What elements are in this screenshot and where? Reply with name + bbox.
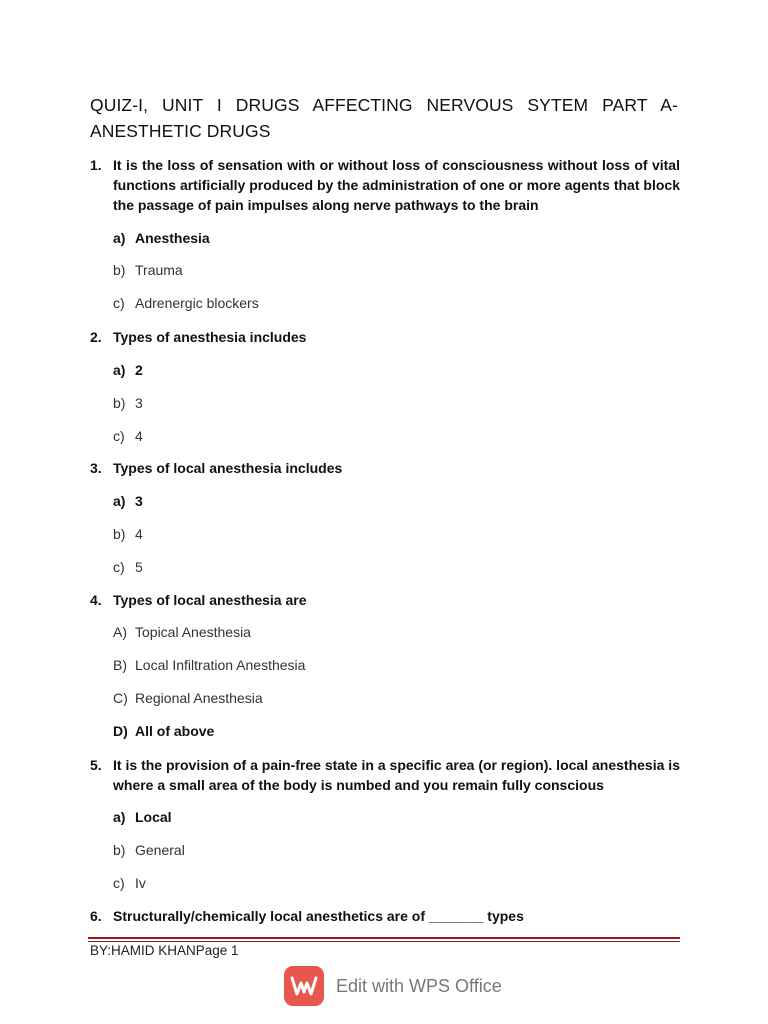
question-number: 4. xyxy=(90,592,102,608)
option-label: c) xyxy=(113,295,125,311)
option-label: C) xyxy=(113,690,128,706)
option-label: a) xyxy=(113,493,126,509)
footer-divider xyxy=(88,937,680,939)
question-text: Structurally/chemically local anesthetics are of _______ types xyxy=(113,908,524,924)
option-text: Regional Anesthesia xyxy=(135,690,263,706)
option-text: 4 xyxy=(135,428,143,444)
option-text: Adrenergic blockers xyxy=(135,295,259,311)
question-6 xyxy=(90,906,680,926)
option-label: a) xyxy=(113,362,126,378)
answer-option xyxy=(113,557,143,577)
answer-option xyxy=(113,873,146,893)
option-text: Iv xyxy=(135,875,146,891)
option-label: a) xyxy=(113,230,126,246)
question-number: 5. xyxy=(90,757,102,773)
answer-option xyxy=(113,491,143,511)
option-text: Anesthesia xyxy=(135,230,210,246)
answer-option xyxy=(113,807,172,827)
option-text: All of above xyxy=(135,723,215,739)
question-text: Types of local anesthesia includes xyxy=(113,460,343,476)
option-text: Topical Anesthesia xyxy=(135,624,251,640)
question-1 xyxy=(90,155,680,215)
question-4 xyxy=(90,590,680,610)
answer-option xyxy=(113,360,143,380)
option-label: b) xyxy=(113,395,126,411)
option-text: 3 xyxy=(135,395,143,411)
question-number: 3. xyxy=(90,460,102,476)
option-text: Trauma xyxy=(135,262,183,278)
answer-option xyxy=(113,293,259,313)
edit-with-wps-link[interactable]: Edit with WPS Office xyxy=(336,976,502,996)
answer-option xyxy=(113,840,185,860)
option-label: b) xyxy=(113,842,126,858)
option-text: 5 xyxy=(135,559,143,575)
option-label: a) xyxy=(113,809,126,825)
answer-option xyxy=(113,426,143,446)
option-label: c) xyxy=(113,428,125,444)
answer-option xyxy=(113,393,143,413)
answer-option xyxy=(113,228,210,248)
option-text: Local Infiltration Anesthesia xyxy=(135,657,306,673)
page-title: QUIZ-I, UNIT I DRUGS AFFECTING NERVOUS SYTEM PART A- ANESTHETIC DRUGS xyxy=(90,95,678,141)
question-text: Types of anesthesia includes xyxy=(113,329,307,345)
question-number: 1. xyxy=(90,157,102,173)
wps-logo-icon[interactable] xyxy=(284,966,324,1006)
question-number: 6. xyxy=(90,908,102,924)
wps-w-glyph-icon xyxy=(290,975,318,997)
answer-option xyxy=(113,260,183,280)
question-text: It is the provision of a pain-free state in a specific area (or region). local anesthesia is where a small area of the body is numbed and you remain fully conscious xyxy=(113,757,680,793)
option-label: c) xyxy=(113,559,125,575)
option-label: A) xyxy=(113,624,127,640)
question-text: It is the loss of sensation with or without loss of consciousness without loss of vital functions artificially produced by the administration of one or more agents that block the passage of pain impulses along nerve pathways to the brain xyxy=(113,157,680,213)
answer-option xyxy=(113,688,263,708)
option-text: 3 xyxy=(135,493,143,509)
question-5 xyxy=(90,755,680,795)
option-text: Local xyxy=(135,809,172,825)
answer-option xyxy=(113,524,143,544)
page-footer: BY:HAMID KHANPage 1 xyxy=(90,943,239,958)
question-3 xyxy=(90,458,680,478)
option-label: c) xyxy=(113,875,125,891)
option-text: General xyxy=(135,842,185,858)
option-label: B) xyxy=(113,657,127,673)
option-text: 4 xyxy=(135,526,143,542)
answer-option xyxy=(113,655,305,675)
option-label: b) xyxy=(113,262,126,278)
question-number: 2. xyxy=(90,329,102,345)
option-label: b) xyxy=(113,526,126,542)
answer-option xyxy=(113,622,251,642)
answer-option xyxy=(113,721,214,741)
option-text: 2 xyxy=(135,362,143,378)
question-text: Types of local anesthesia are xyxy=(113,592,307,608)
question-2 xyxy=(90,327,680,347)
option-label: D) xyxy=(113,723,128,739)
